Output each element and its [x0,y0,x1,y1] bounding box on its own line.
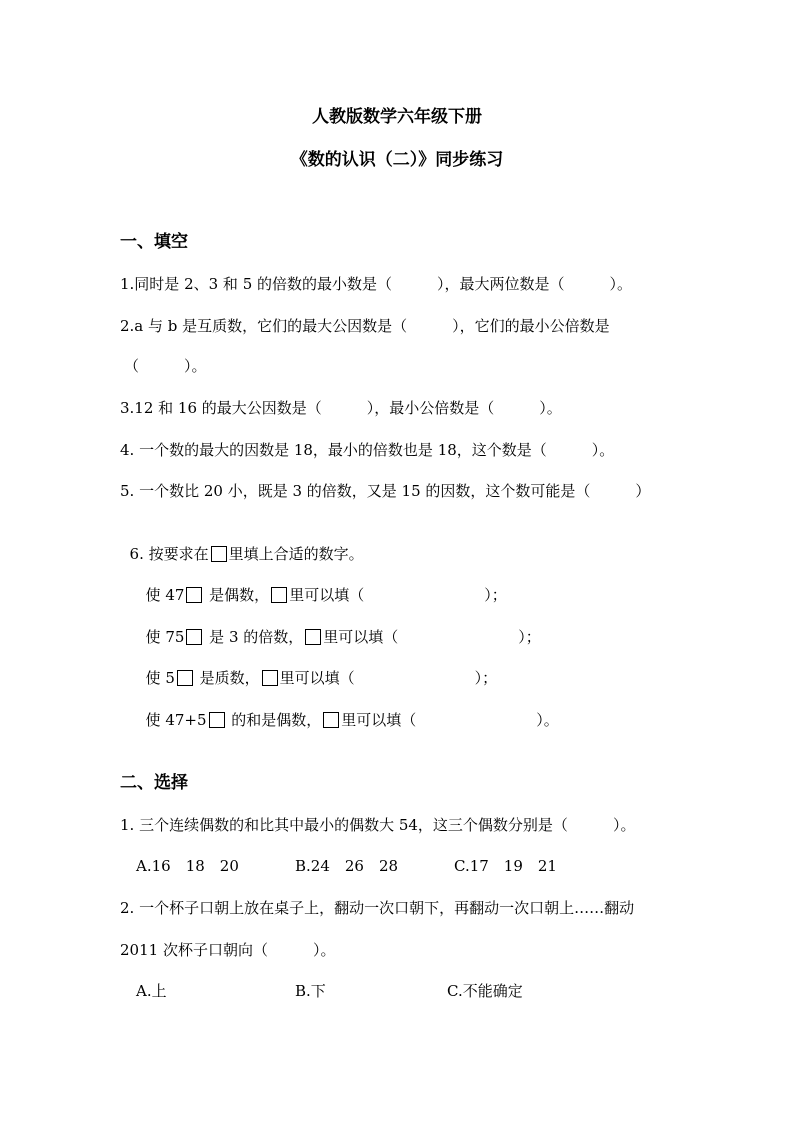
q2-2-option-c: C.不能确定 [447,982,523,1000]
q2-1-option-a: A.16 18 20 [136,857,239,875]
q6-row-2 [136,607,541,647]
page-subtitle: 《数的认识（二）》同步练习 [290,150,504,170]
answer-box-icon [211,546,227,562]
answer-box-icon [186,587,202,603]
question-1-6 [120,524,364,564]
answer-box-icon [305,629,321,645]
answer-box-icon [209,712,225,728]
q6-intro-text: 6. 按要求在 [129,545,209,563]
q6-row-3 [136,648,497,688]
question-2-2-cont: 2011 次杯子口朝向（ ）。 [120,941,336,959]
q6-row-4-blank: 里可以填（ ）。 [341,711,559,729]
answer-box-icon [323,712,339,728]
q6-row-2-prefix: 使 75 [145,628,185,646]
question-1-5: 5. 一个数比 20 小，既是 3 的倍数，又是 15 的因数，这个数可能是（ ） [120,482,651,500]
answer-box-icon [262,670,278,686]
q6-row-2-condition: 是 3 的倍数， [204,628,304,646]
q2-1-option-b: B.24 26 28 [295,857,399,875]
q6-row-3-prefix: 使 5 [145,669,175,687]
q6-row-4-condition: 的和是偶数， [226,711,322,729]
section-fill-blank-heading: 一、填空 [120,232,188,252]
question-1-2: 2.a 与 b 是互质数，它们的最大公因数是（ ），它们的最小公倍数是 [120,317,610,335]
q6-row-1-condition: 是偶数， [204,586,270,604]
question-1-3: 3.12 和 16 的最大公因数是（ ），最小公倍数是（ ）。 [120,399,562,417]
question-2-2: 2. 一个杯子口朝上放在桌子上，翻动一次口朝下，再翻动一次口朝上……翻动 [120,899,635,917]
q6-row-1 [136,565,507,605]
question-1-2-cont: （ ）。 [124,357,207,375]
q6-row-1-prefix: 使 47 [145,586,185,604]
q6-row-4 [136,690,559,730]
answer-box-icon [271,587,287,603]
question-1-4: 4. 一个数的最大的因数是 18，最小的倍数也是 18，这个数是（ ）。 [120,441,615,459]
question-2-1: 1. 三个连续偶数的和比其中最小的偶数大 54，这三个偶数分别是（ ）。 [120,816,636,834]
section-choice-heading: 二、选择 [120,773,188,793]
q6-intro-text-end: 里填上合适的数字。 [228,545,364,563]
q2-1-option-c: C.17 19 21 [454,857,557,875]
q6-row-4-prefix: 使 47+5 [145,711,207,729]
q2-2-option-a: A.上 [136,982,167,1000]
answer-box-icon [186,629,202,645]
question-1-1: 1.同时是 2、3 和 5 的倍数的最小数是（ ），最大两位数是（ ）。 [120,275,633,293]
q6-row-2-blank: 里可以填（ ）； [323,628,541,646]
q6-row-3-blank: 里可以填（ ）； [279,669,498,687]
answer-box-icon [177,670,193,686]
page-title: 人教版数学六年级下册 [312,107,482,127]
q6-row-1-blank: 里可以填（ ）； [289,586,507,604]
q6-row-3-condition: 是质数， [194,669,260,687]
q2-2-option-b: B.下 [295,982,326,1000]
